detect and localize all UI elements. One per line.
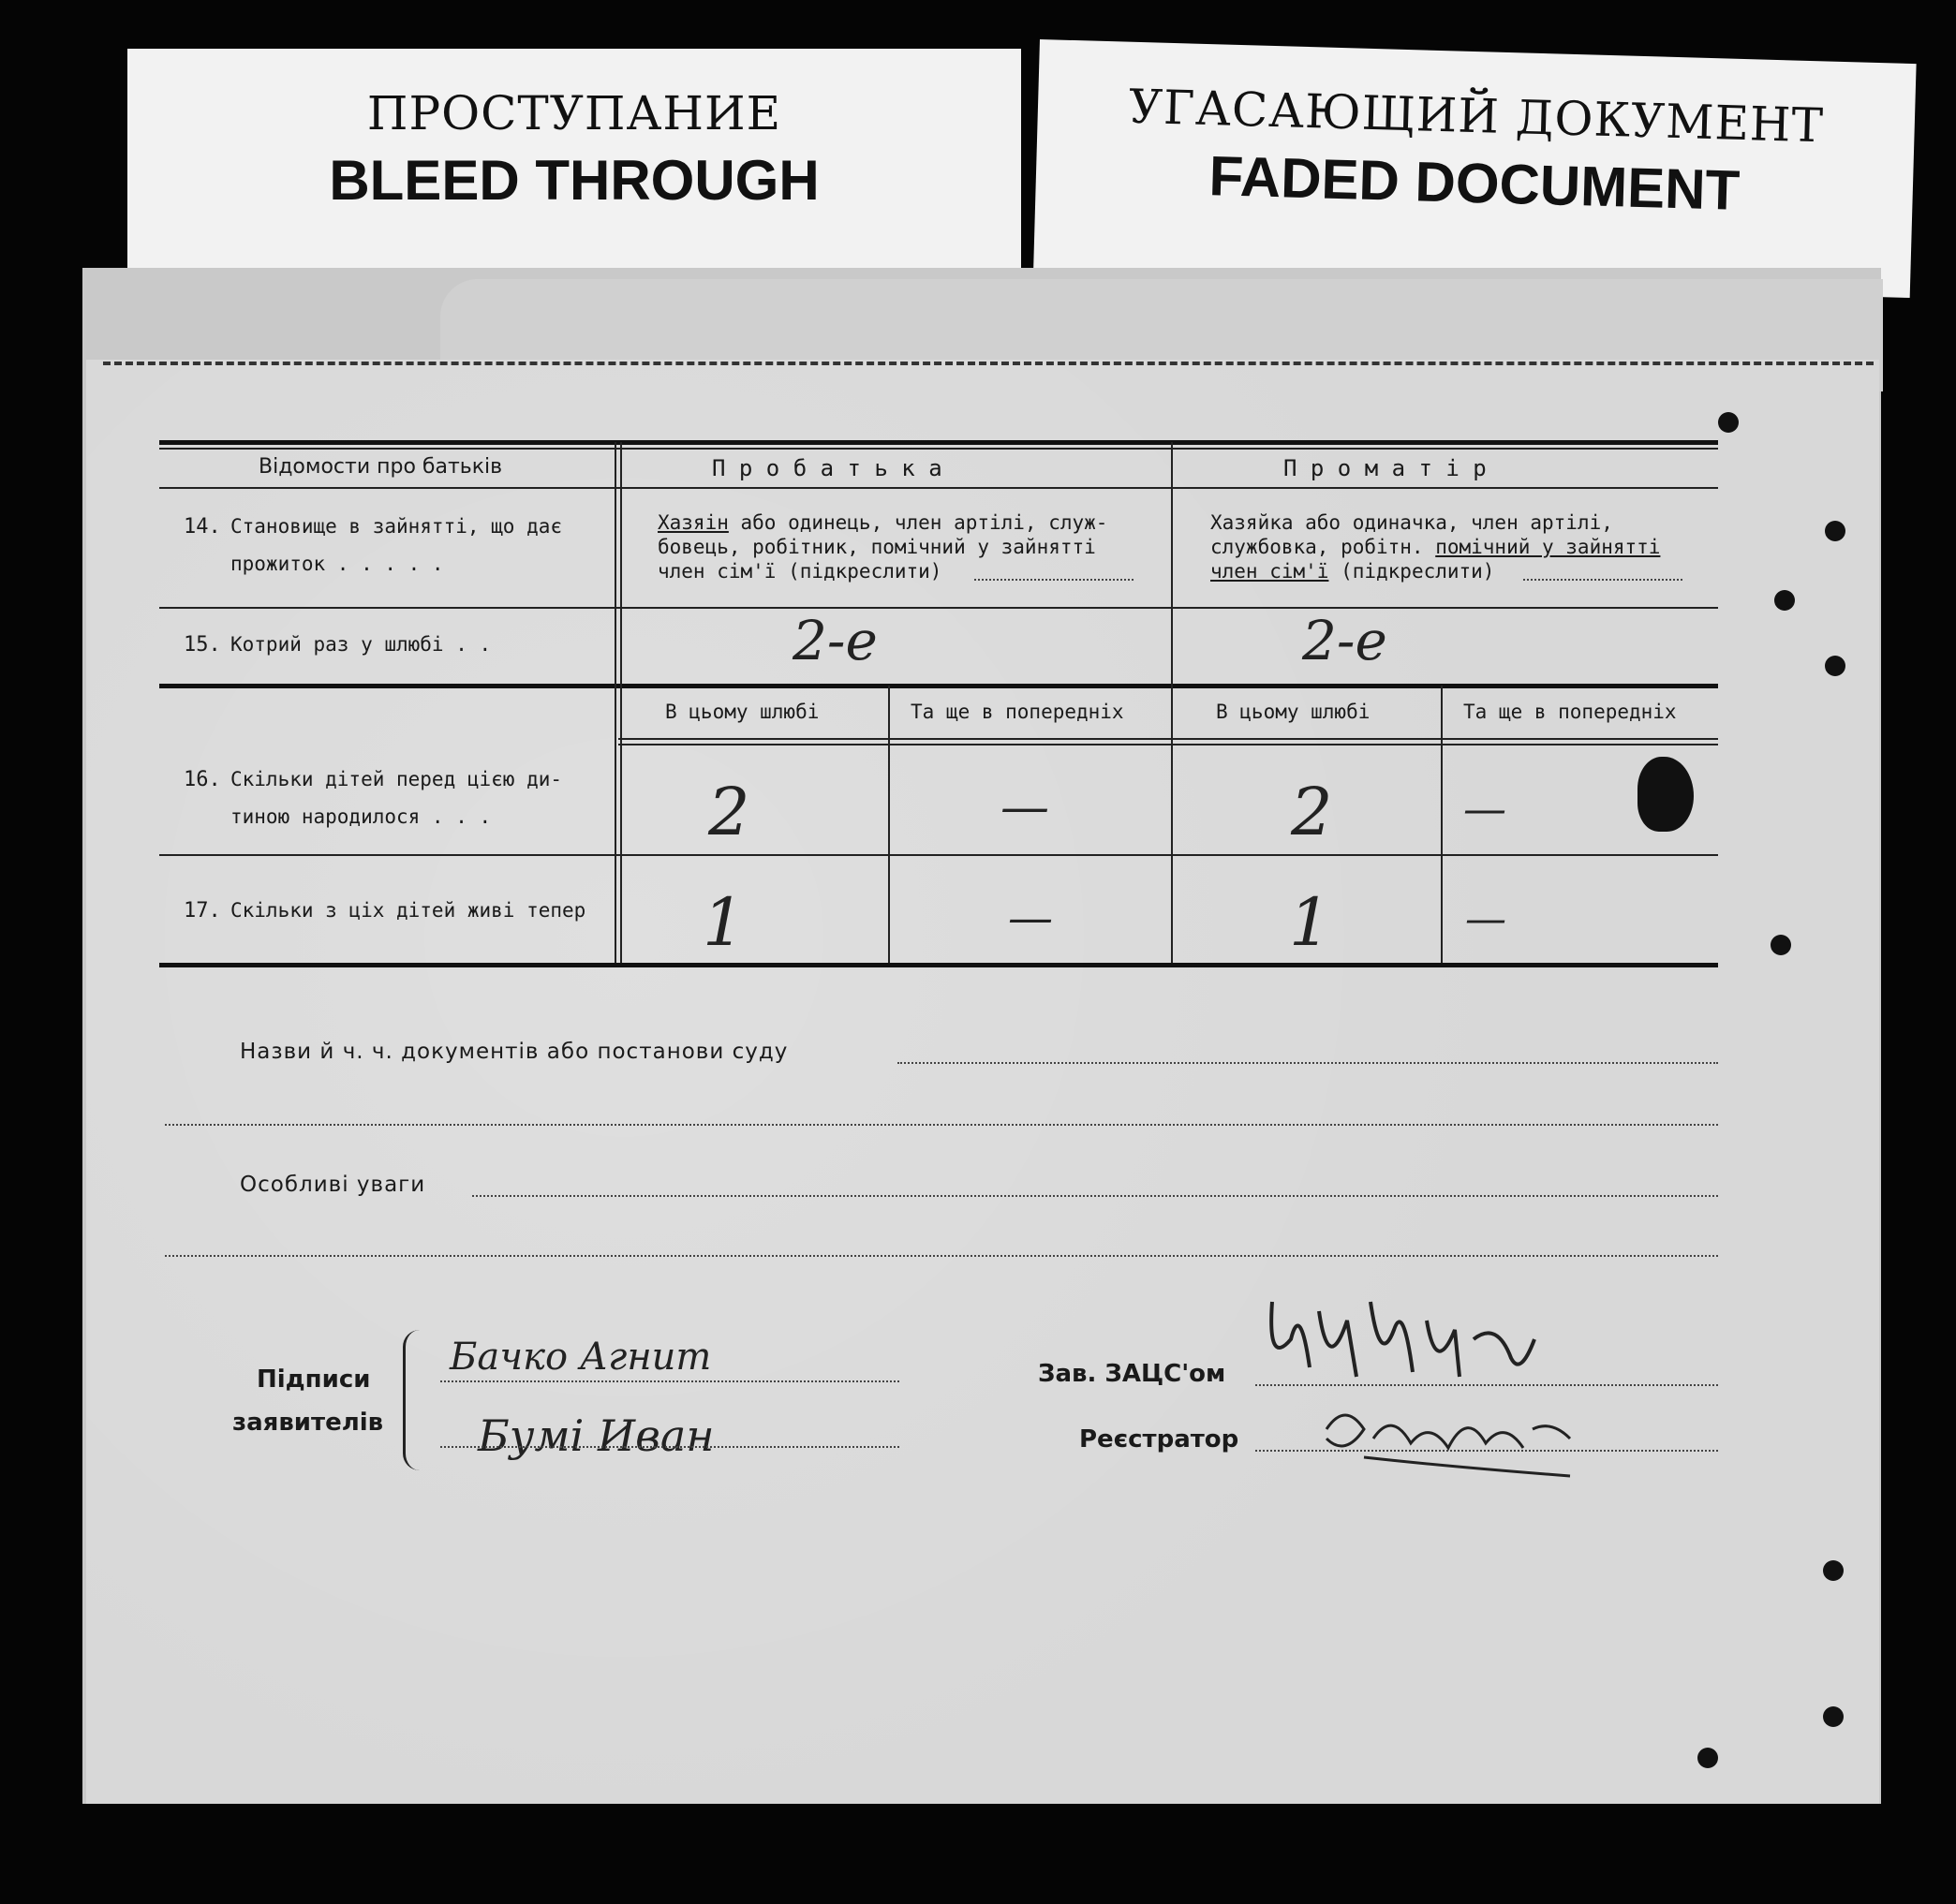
row14-father-line1-rest: або одинець, член артілі, служ-: [728, 511, 1108, 534]
row17-father-this: 1: [703, 884, 745, 961]
documents-fill-line-2: [165, 1124, 1718, 1126]
header-about-mother: П р о м а т і р: [1283, 455, 1487, 481]
registrar-label: Реєстратор: [1079, 1425, 1239, 1454]
bleed-through-label: [127, 49, 1021, 273]
table-divider: [615, 442, 622, 963]
row14-number: 14.: [184, 515, 221, 539]
row17-label: Скільки з ціх дітей живі тепер: [230, 899, 586, 922]
row16-father-prev: —: [1000, 779, 1049, 835]
row14-father-underlined: Хазяін: [658, 511, 729, 534]
table-rule: [159, 684, 1718, 688]
punch-hole: [1718, 412, 1739, 433]
table-rule: [159, 448, 1718, 450]
row14-mother-line2: [1210, 536, 1660, 558]
row16-mother-prev: —: [1463, 783, 1506, 834]
row14-mother-underlined-2: член сім'ї: [1210, 560, 1329, 583]
row15-mother-value: 2-е: [1302, 609, 1387, 672]
table-rule: [159, 487, 1718, 489]
registry-head-signature: [1263, 1283, 1544, 1395]
punch-hole: [1825, 656, 1845, 676]
row14-father-line1: [658, 511, 1107, 534]
table-rule: [159, 607, 1718, 609]
header-about-father: П р о б а т ь к а: [712, 455, 942, 481]
row16-label-line1: Скільки дітей перед цією ди-: [230, 768, 563, 790]
table-bottom-rule: [159, 963, 1718, 967]
table-top-rule: [159, 440, 1718, 445]
label-en-text: BLEED THROUGH: [329, 149, 820, 212]
row14-father-line3: член сім'ї (підкреслити): [658, 560, 942, 583]
row14-mother-line3-b: (підкреслити): [1328, 560, 1495, 583]
subheader-mother-this-marriage: В цьому шлюбі: [1216, 701, 1371, 723]
table-rule: [618, 738, 1718, 740]
row17-mother-prev: —: [1465, 895, 1506, 943]
table-divider: [1171, 442, 1173, 963]
punch-hole: [1774, 590, 1795, 611]
row14-mother-line1: Хазяйка або одиначка, член артілі,: [1210, 511, 1613, 534]
subheader-father-previous: Та ще в попередніх: [911, 701, 1124, 723]
subheader-mother-previous: Та ще в попередніх: [1463, 701, 1677, 723]
label-en-text: FADED DOCUMENT: [1208, 144, 1741, 222]
applicant1-signature: Бачко Агнит: [450, 1336, 712, 1379]
row14-label-line1: Становище в зайнятті, що дає: [230, 515, 563, 538]
documents-fill-line: [897, 1062, 1718, 1064]
notes-field-label: Особливі уваги: [240, 1173, 426, 1197]
punch-hole: [1823, 1706, 1844, 1727]
row14-mother-line2-a: службовка, робітн.: [1210, 536, 1436, 558]
punch-hole: [1823, 1560, 1844, 1581]
applicant2-signature: Бумі Иван: [478, 1410, 715, 1461]
registry-head-label: Зав. ЗАЦС'ом: [1038, 1360, 1226, 1388]
registrar-signature: [1308, 1392, 1589, 1495]
row16-mother-this: 2: [1291, 774, 1333, 850]
subheader-father-this-marriage: В цьому шлюбі: [665, 701, 820, 723]
documents-field-label: Назви й ч. ч. документів або постанови суду: [240, 1040, 789, 1064]
row14-father-fill-line: [974, 579, 1134, 581]
applicants-signatures-label-2: заявителів: [232, 1409, 384, 1437]
punch-hole: [1697, 1748, 1718, 1768]
notes-fill-line: [472, 1195, 1718, 1197]
row17-number: 17.: [184, 899, 221, 922]
row14-father-line2: бовець, робітник, помічний у зайнятті: [658, 536, 1096, 558]
signatures-brace: [403, 1330, 434, 1470]
row14-mother-underlined: помічний у зайнятті: [1435, 536, 1661, 558]
label-ru-text: УГАСАЮЩИЙ ДОКУМЕНТ: [1128, 79, 1825, 154]
notes-fill-line-2: [165, 1255, 1718, 1257]
row16-number: 16.: [184, 768, 221, 791]
row14-mother-fill-line: [1523, 579, 1682, 581]
punch-hole: [1771, 935, 1791, 955]
applicant1-fill-line: [440, 1380, 899, 1382]
applicant2-fill-line: [440, 1446, 899, 1448]
row16-label-line2: тиною народилося . . .: [230, 805, 492, 828]
row14-mother-line3: [1210, 560, 1494, 583]
ink-blot: [1637, 757, 1694, 832]
row15-number: 15.: [184, 633, 221, 657]
row14-label-line2: прожиток . . . . .: [230, 553, 444, 575]
row15-label: Котрий раз у шлюбі . .: [230, 633, 492, 656]
header-parents-info: Відомости про батьків: [259, 455, 503, 479]
table-rule: [159, 854, 1718, 856]
applicants-signatures-label-1: Підписи: [257, 1365, 371, 1394]
faded-document-label: [1033, 39, 1917, 298]
table-divider: [888, 686, 890, 963]
table-divider: [1441, 686, 1443, 963]
row17-mother-this: 1: [1289, 884, 1331, 961]
row17-father-prev: —: [1008, 892, 1053, 944]
row16-father-this: 2: [708, 774, 750, 850]
row15-father-value: 2-е: [793, 609, 878, 672]
table-rule: [618, 744, 1718, 745]
punch-hole: [1825, 521, 1845, 541]
label-ru-text: ПРОСТУПАНИЕ: [366, 86, 782, 140]
perforation-line: [103, 362, 1874, 365]
document-sheet: [86, 360, 1879, 1804]
